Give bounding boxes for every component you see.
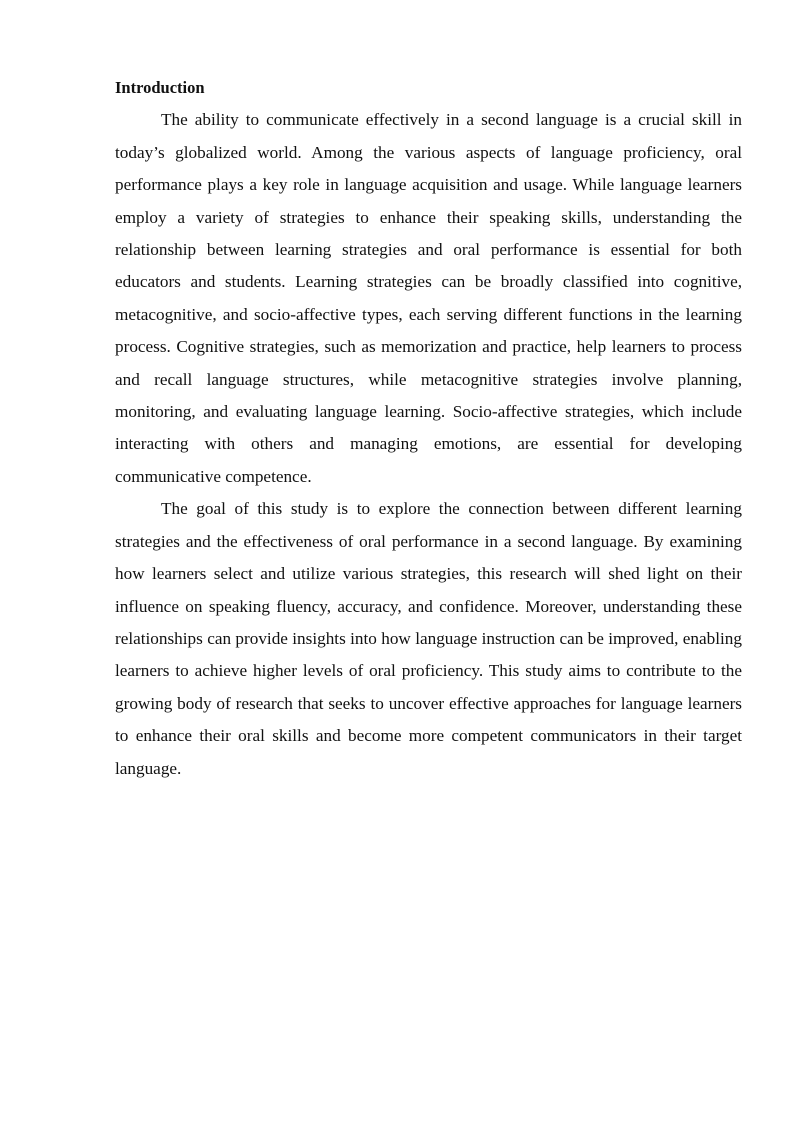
section-heading: Introduction: [115, 78, 205, 97]
paragraph-1: The ability to communicate effectively in a second language is a crucial skill in today’s globalized world. Among the various aspects of language proficiency, oral performance plays a key role in language acquisition and usage. While language learners employ a variety of strategies to enhance their speaking skills, understanding the relationship between learning strategies and oral performance is essential for both educators and students. Learning strategies can be broadly classified into cognitive, metacognitive, and socio-affective types, each serving different functions in the learning process. Cognitive strategies, such as memorization and practice, help learners to process and recall language structures, while metacognitive strategies involve planning, monitoring, and evaluating language learning. Socio-affective strategies, which include interacting with others and managing emotions, are essential for developing communicative competence.: [115, 110, 742, 486]
paragraph-2: The goal of this study is to explore the connection between different learning strategies and the effectiveness of oral performance in a second language. By examining how learners select and utilize various strategies, this research will shed light on their influence on speaking fluency, accuracy, and confidence. Moreover, understanding these relationships can provide insights into how language instruction can be improved, enabling learners to achieve higher levels of oral proficiency. This study aims to contribute to the growing body of research that seeks to uncover effective approaches for language learners to enhance their oral skills and become more competent communicators in their target language.: [115, 499, 742, 778]
document-body: [115, 72, 742, 785]
